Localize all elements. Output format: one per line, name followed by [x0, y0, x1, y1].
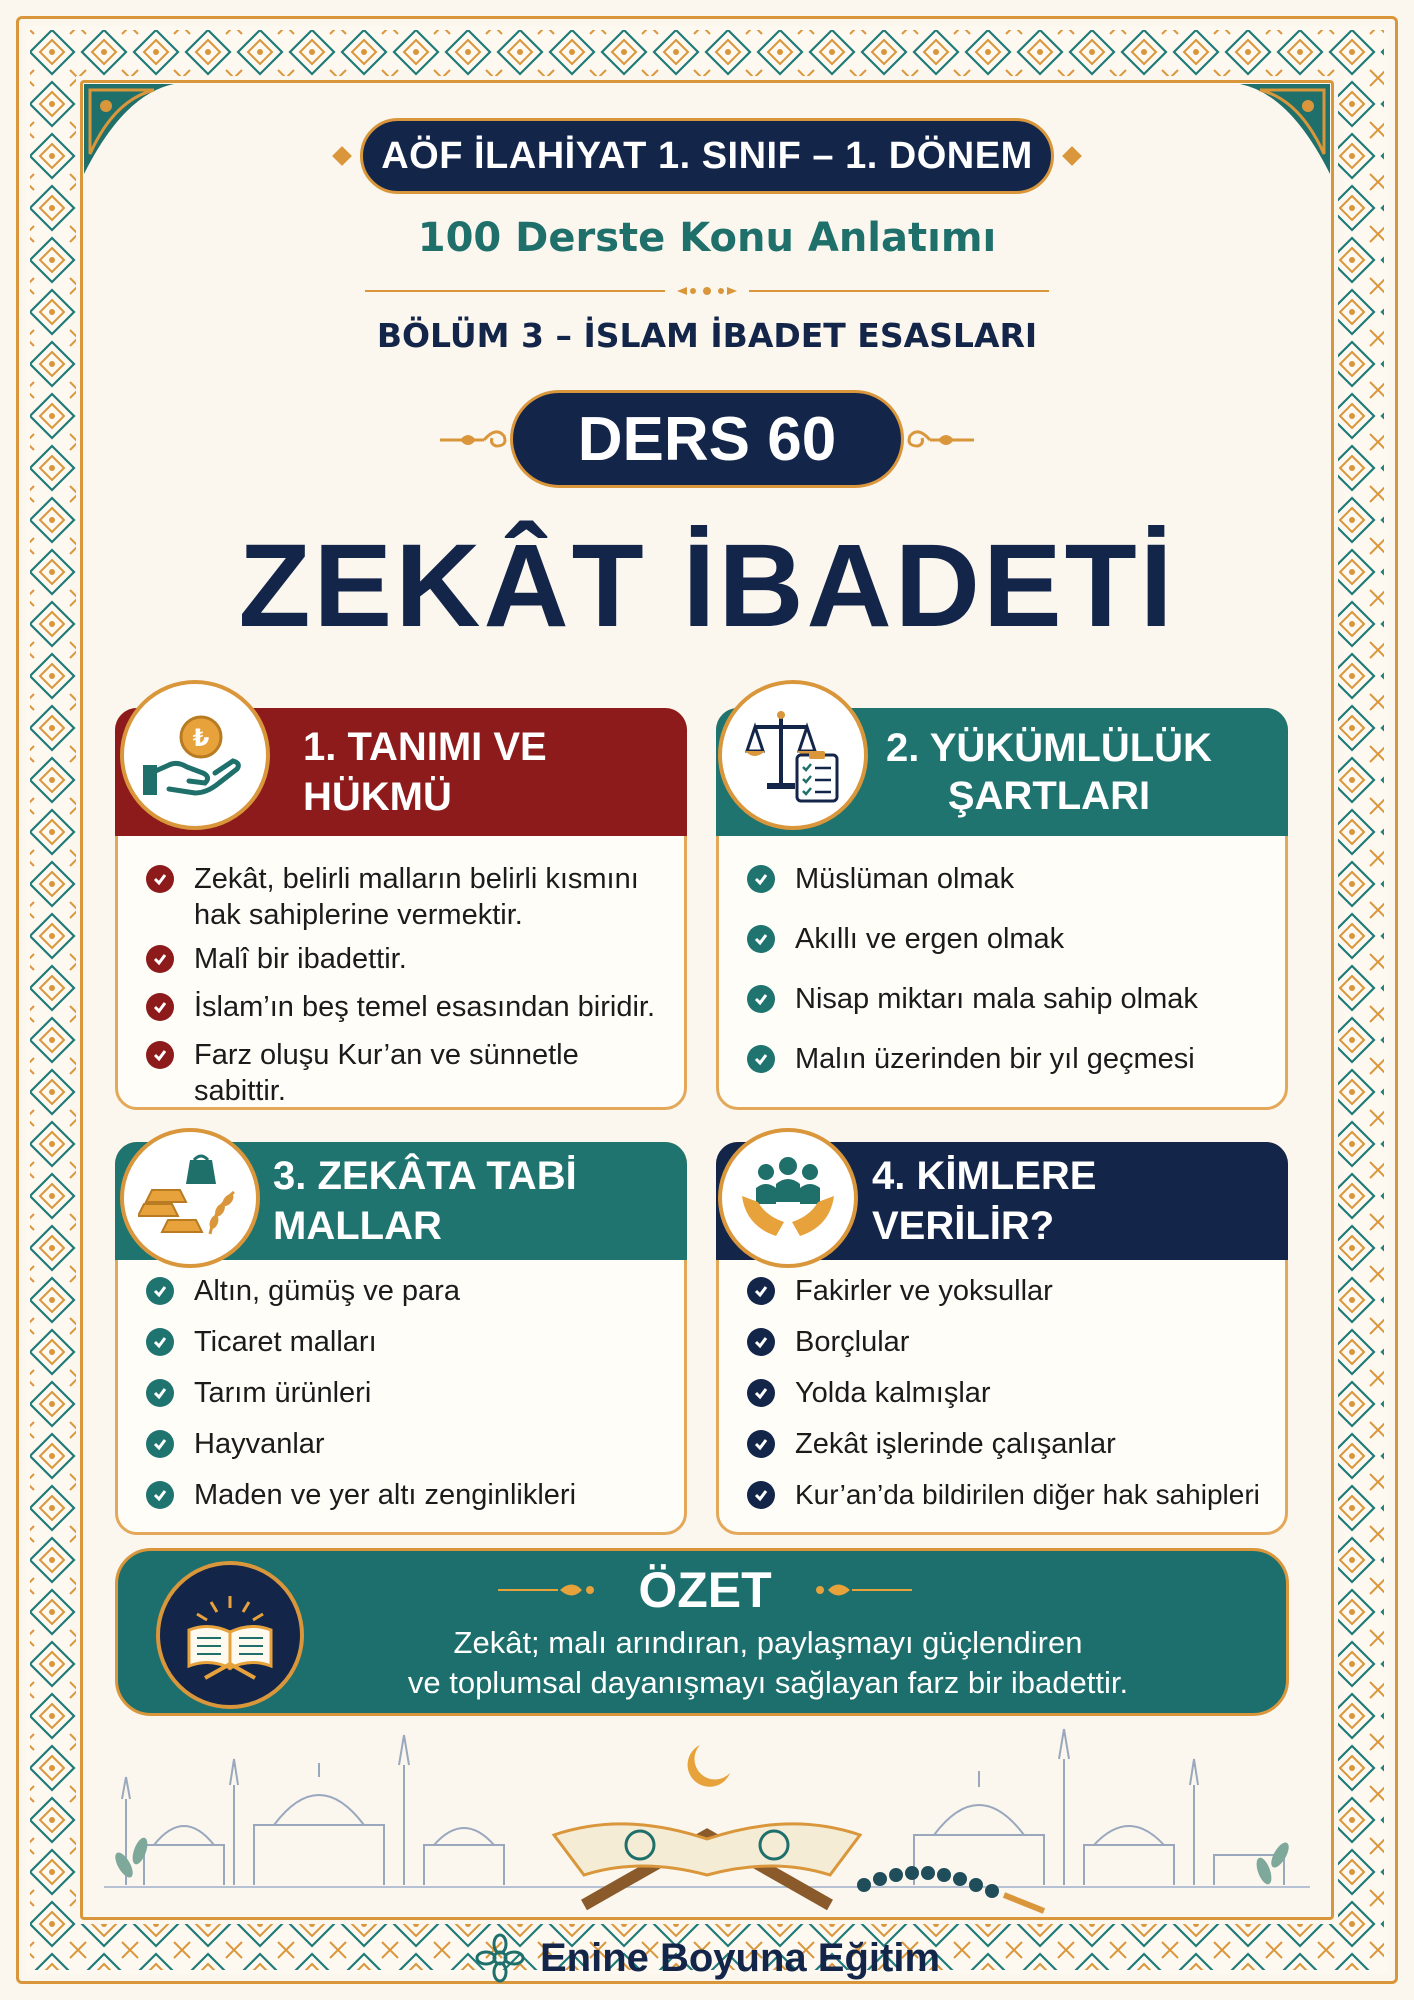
flower-logo-icon	[474, 1932, 526, 1984]
list-item: Borçlular	[747, 1324, 1271, 1360]
people-hands-icon	[718, 1128, 858, 1268]
check-icon	[146, 945, 174, 973]
scales-checklist-icon	[718, 680, 868, 830]
gold-bars-icon	[120, 1128, 260, 1268]
card-list	[747, 861, 1271, 1077]
card-title: 4. KİMLERE VERİLİR?	[872, 1154, 1097, 1248]
card-title: 3. ZEKÂTA TABİ MALLAR	[273, 1154, 577, 1248]
list-item: Hayvanlar	[146, 1426, 670, 1462]
check-icon	[747, 1328, 775, 1356]
list-item: Malî bir ibadettir.	[146, 941, 670, 977]
check-icon	[747, 1481, 775, 1509]
card-list	[146, 861, 670, 1109]
list-item: Müslüman olmak	[747, 861, 1271, 897]
scroll-ornament-icon	[904, 420, 974, 460]
crescent-icon	[688, 1745, 730, 1787]
list-item: İslam’ın beş temel esasından biridir.	[146, 989, 670, 1025]
scroll-ornament-icon	[440, 420, 510, 460]
summary-title: ÖZET	[638, 1562, 772, 1618]
summary-text: Zekât; malı arındıran, paylaşmayı güçlendiren ve toplumsal dayanışmayı sağlayan farz bir ibadettir.	[407, 1625, 1129, 1700]
card-title: 1. TANIMI VE HÜKMÜ	[303, 725, 547, 819]
svg-text:₺: ₺	[192, 724, 210, 752]
card-list	[747, 1273, 1271, 1513]
summary-box	[115, 1548, 1289, 1716]
list-item: Malın üzerinden bir yıl geçmesi	[747, 1041, 1271, 1077]
check-icon	[747, 1045, 775, 1073]
card-list	[146, 1273, 670, 1513]
check-icon	[747, 865, 775, 893]
list-item: Altın, gümüş ve para	[146, 1273, 670, 1309]
check-icon	[747, 1430, 775, 1458]
check-icon	[146, 1328, 174, 1356]
list-item: Akıllı ve ergen olmak	[747, 921, 1271, 957]
page-title: ZEKÂT İBADETİ	[238, 520, 1176, 652]
corner-ornament-icon	[1240, 84, 1330, 174]
check-icon	[747, 985, 775, 1013]
check-icon	[146, 1277, 174, 1305]
list-item: Yolda kalmışlar	[747, 1375, 1271, 1411]
subtitle: 100 Derste Konu Anlatımı	[417, 215, 997, 261]
list-item: Zekât, belirli malların belirli kısmını hak sahiplerine vermektir.	[146, 861, 670, 933]
lesson-badge-wrap	[440, 390, 974, 488]
list-item: Kur’an’da bildirilen diğer hak sahipleri	[747, 1477, 1271, 1513]
program-banner: AÖF İLAHİYAT 1. SINIF – 1. DÖNEM	[360, 118, 1054, 194]
brand-footer	[0, 1932, 1414, 1984]
section-title: BÖLÜM 3 – İSLAM İBADET ESASLARI	[376, 316, 1038, 355]
corner-ornament-icon	[84, 84, 174, 174]
list-item: Nisap miktarı mala sahip olmak	[747, 981, 1271, 1017]
brand-name: Enine Boyuna Eğitim	[539, 1935, 941, 1980]
list-item: Ticaret malları	[146, 1324, 670, 1360]
check-icon	[146, 1379, 174, 1407]
list-item: Farz oluşu Kur’an ve sünnetle sabittir.	[146, 1037, 670, 1109]
divider-ornament	[365, 285, 1049, 297]
ornament-icon	[812, 1579, 912, 1601]
check-icon	[146, 865, 174, 893]
card-title: 2. YÜKÜMLÜLÜK ŞARTLARI	[886, 726, 1212, 818]
check-icon	[146, 1041, 174, 1069]
check-icon	[146, 993, 174, 1021]
mosque-skyline-illustration	[84, 1715, 1330, 1915]
hand-coin-icon	[120, 680, 270, 830]
check-icon	[146, 1430, 174, 1458]
check-icon	[747, 1379, 775, 1407]
lesson-number: DERS 60	[510, 390, 904, 488]
check-icon	[146, 1481, 174, 1509]
list-item: Zekât işlerinde çalışanlar	[747, 1426, 1271, 1462]
list-item: Fakirler ve yoksullar	[747, 1273, 1271, 1309]
list-item: Maden ve yer altı zenginlikleri	[146, 1477, 670, 1513]
check-icon	[747, 925, 775, 953]
list-item: Tarım ürünleri	[146, 1375, 670, 1411]
check-icon	[747, 1277, 775, 1305]
